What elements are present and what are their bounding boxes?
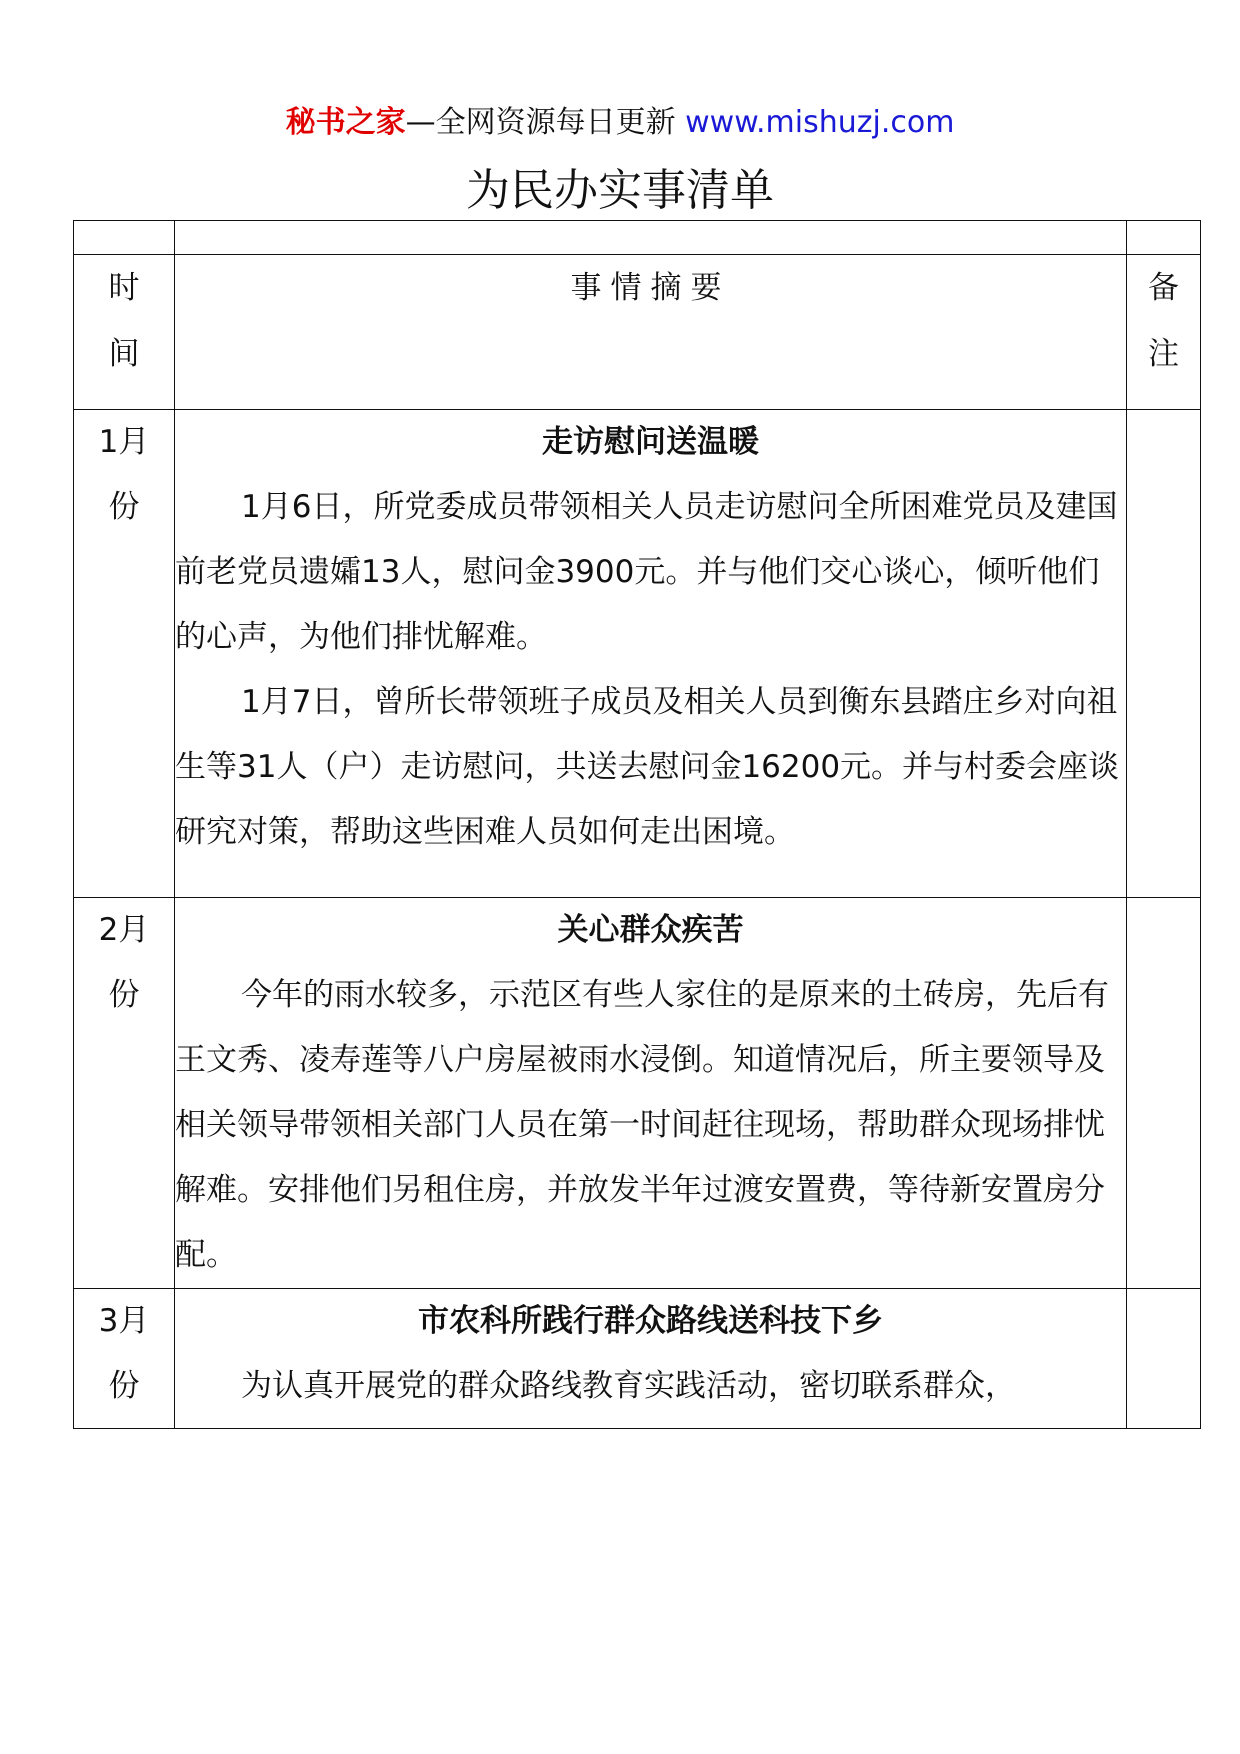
- note-cell: [1127, 410, 1201, 898]
- task-list-table: [73, 220, 1201, 1429]
- month-cell: [74, 898, 175, 1289]
- header-note-label: 备 注: [1148, 270, 1179, 372]
- entry-cell: [175, 1289, 1127, 1429]
- document-title: 为民办实事清单: [466, 165, 774, 216]
- note-cell: [1127, 1289, 1201, 1429]
- table-header-row: [74, 255, 1201, 410]
- month-label: 2月 份: [98, 912, 150, 1013]
- header-time: [74, 255, 175, 410]
- month-label: 3月 份: [98, 1303, 150, 1404]
- spacer-cell: [175, 221, 1127, 255]
- month-cell: [74, 410, 175, 898]
- header-time-label: 时 间: [108, 270, 140, 372]
- header-summary: [175, 255, 1127, 410]
- entry-title: 市农科所践行群众路线送科技下乡: [418, 1303, 883, 1339]
- spacer-cell: [74, 221, 175, 255]
- table-row: [74, 1289, 1201, 1429]
- table-spacer-row: [74, 221, 1201, 255]
- entry-paragraph: 1月6日，所党委成员带领相关人员走访慰问全所困难党员及建国前老党员遗孀13人，慰问金3900元。并与他们交心谈心，倾听他们的心声，为他们排忧解难。: [175, 489, 1118, 655]
- spacer-cell: [1127, 221, 1201, 255]
- banner-url-link[interactable]: www.mishuzj.com: [685, 105, 955, 140]
- table-row: [74, 898, 1201, 1289]
- header-summary-label: 事情摘要: [570, 270, 731, 306]
- note-cell: [1127, 898, 1201, 1289]
- entry-title: 走访慰问送温暖: [542, 424, 759, 460]
- entry-cell: [175, 410, 1127, 898]
- banner-slogan: —全网资源每日更新: [405, 105, 676, 140]
- entry-paragraph: 今年的雨水较多，示范区有些人家住的是原来的土砖房，先后有王文秀、凌寿莲等八户房屋被雨水浸倒。知道情况后，所主要领导及相关领导带领相关部门人员在第一时间赶往现场，帮助群众现场排忧解难。安排他们另租住房，并放发半年过渡安置费，等待新安置房分配。: [175, 977, 1109, 1273]
- entry-paragraph: 为认真开展党的群众路线教育实践活动，密切联系群众，: [241, 1368, 1016, 1404]
- table-row: [74, 410, 1201, 898]
- month-cell: [74, 1289, 175, 1429]
- entry-paragraph: 1月7日，曾所长带领班子成员及相关人员到衡东县踏庄乡对向祖生等31人（户）走访慰问，共送去慰问金16200元。并与村委会座谈研究对策，帮助这些困难人员如何走出困境。: [175, 684, 1120, 850]
- site-banner: [0, 100, 1240, 146]
- header-note: [1127, 255, 1201, 410]
- month-label: 1月 份: [98, 424, 150, 525]
- banner-brand: 秘书之家: [285, 105, 406, 140]
- entry-title: 关心群众疾苦: [557, 912, 744, 948]
- entry-cell: [175, 898, 1127, 1289]
